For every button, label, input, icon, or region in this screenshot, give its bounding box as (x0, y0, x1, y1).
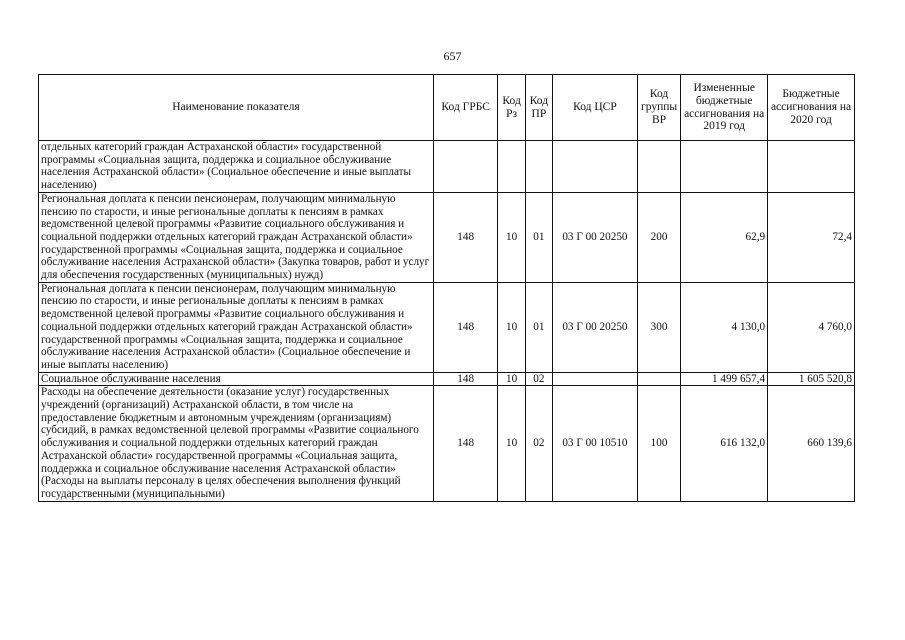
cell-pr: 01 (525, 282, 552, 372)
cell-rz: 10 (498, 386, 525, 501)
table-row (39, 372, 855, 386)
header-csr: Код ЦСР (553, 75, 638, 141)
cell-rz: 10 (498, 372, 525, 386)
cell-grbs: 148 (433, 372, 498, 386)
cell-2019: 62,9 (681, 192, 768, 282)
cell-pr: 02 (525, 386, 552, 501)
cell-vr (637, 141, 680, 193)
cell-pr: 01 (525, 192, 552, 282)
table-header-row (39, 75, 855, 141)
cell-csr: 03 Г 00 20250 (553, 282, 638, 372)
table-row (39, 386, 855, 501)
header-vr: Код группы ВР (637, 75, 680, 141)
cell-name: Социальное обслуживание населения (39, 372, 434, 386)
table-row (39, 192, 855, 282)
cell-grbs: 148 (433, 192, 498, 282)
cell-csr (553, 372, 638, 386)
budget-table (38, 74, 855, 502)
header-pr: Код ПР (525, 75, 552, 141)
cell-csr (553, 141, 638, 193)
header-2019: Измененные бюджетные ассигнования на 2019 год (681, 75, 768, 141)
cell-csr: 03 Г 00 10510 (553, 386, 638, 501)
cell-2020: 72,4 (768, 192, 855, 282)
cell-pr: 02 (525, 372, 552, 386)
cell-vr (637, 372, 680, 386)
cell-csr: 03 Г 00 20250 (553, 192, 638, 282)
cell-name: Региональная доплата к пенсии пенсионерам, получающим минимальную пенсию по старости, и иные региональные доплаты к пенсиям в рамках ведомственной целевой программы «Развитие социального обслуживания и социальной поддержки отдельных категорий граждан Астраханской области» государственной программы «Социальная защита, поддержка и социальное обслуживание населения Астраханской области» (Социальное обеспечение и иные выплаты населению) (39, 282, 434, 372)
header-2020: Бюджетные ассигнования на 2020 год (768, 75, 855, 141)
cell-vr: 100 (637, 386, 680, 501)
cell-rz: 10 (498, 192, 525, 282)
table-row (39, 282, 855, 372)
cell-2019: 1 499 657,4 (681, 372, 768, 386)
cell-2019: 616 132,0 (681, 386, 768, 501)
cell-grbs: 148 (433, 386, 498, 501)
cell-2019: 4 130,0 (681, 282, 768, 372)
cell-pr (525, 141, 552, 193)
cell-rz: 10 (498, 282, 525, 372)
table-row (39, 141, 855, 193)
cell-vr: 200 (637, 192, 680, 282)
cell-2020: 660 139,6 (768, 386, 855, 501)
page-number: 657 (443, 49, 462, 63)
cell-2020: 4 760,0 (768, 282, 855, 372)
cell-name: Региональная доплата к пенсии пенсионерам, получающим минимальную пенсию по старости, и иные региональные доплаты к пенсиям в рамках ведомственной целевой программы «Развитие социального обслуживания и социальной поддержки отдельных категорий граждан Астраханской области» государственной программы «Социальная защита, поддержка и социальное обслуживание населения Астраханской области» (Закупка товаров, работ и услуг для обеспечения государственных (муниципальных) нужд) (39, 192, 434, 282)
cell-grbs: 148 (433, 282, 498, 372)
header-rz: Код Рз (498, 75, 525, 141)
cell-rz (498, 141, 525, 193)
cell-2020 (768, 141, 855, 193)
cell-vr: 300 (637, 282, 680, 372)
cell-2020: 1 605 520,8 (768, 372, 855, 386)
header-grbs: Код ГРБС (433, 75, 498, 141)
cell-grbs (433, 141, 498, 193)
header-name: Наименование показателя (39, 75, 434, 141)
cell-name: отдельных категорий граждан Астраханской области» государственной программы «Социальная защита, поддержка и социальное обслуживание населения Астраханской области» (Социальное обеспечение и иные выплаты населению) (39, 141, 434, 193)
cell-2019 (681, 141, 768, 193)
cell-name: Расходы на обеспечение деятельности (оказание услуг) государственных учреждений (организаций) Астраханской области, в том числе на предоставление бюджетным и автономным учреждениям (организациям) субсидий, в рамках ведомственной целевой программы «Развитие социального обслуживания и социальной поддержки отдельных категорий граждан Астраханской области» государственной программы «Социальная защита, поддержка и социальное обслуживание населения Астраханской области» (Расходы на выплаты персоналу в целях обеспечения выполнения функций государственными (муниципальными) (39, 386, 434, 501)
